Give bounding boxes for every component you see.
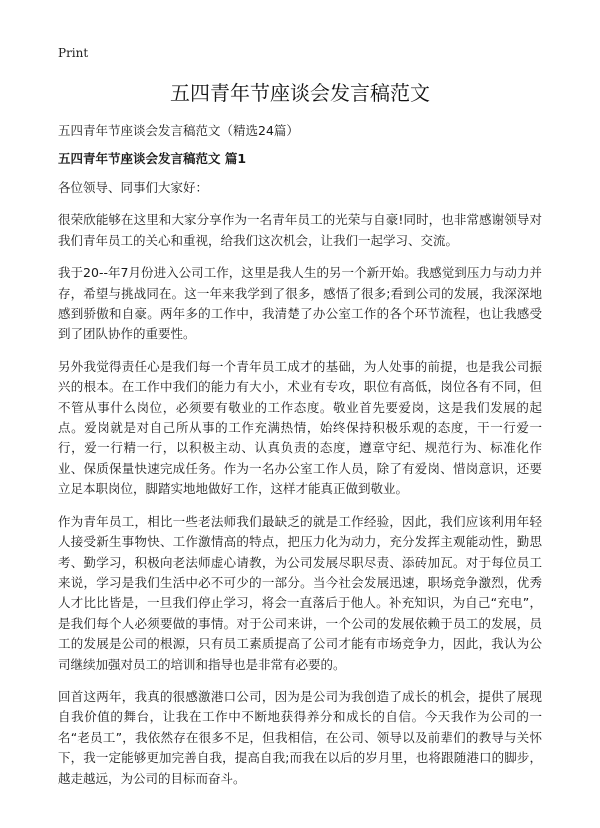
body-paragraph: 我于20--年7月份进入公司工作，这里是我人生的另一个新开始。我感觉到压力与动力并存，希望与挑战同在。这一年来我学到了很多，感悟了很多;看到公司的发展，我深深地感到骄傲和自豪。两年多的工作中，我清楚了办公室工作的各个环节流程，也让我感受到了团队协作的重要性。	[58, 265, 542, 342]
body-paragraph: 很荣欣能够在这里和大家分享作为一名青年员工的光荣与自豪!同时，也非常感谢领导对我们青年员工的关心和重视，给我们这次机会，让我们一起学习、交流。	[58, 212, 542, 248]
print-link[interactable]: Print	[58, 46, 89, 60]
body-paragraph: 作为青年员工，相比一些老法师我们最缺乏的就是工作经验，因此，我们应该利用年轻人接受新生事物快、工作激情高的特点，把压力化为动力，充分发挥主观能动性，勤思考、勤学习，积极向老法师虚心请教，为公司发展尽职尽责、添砖加瓦。对于每位员工来说，学习是我们生活中必不可少的一部分。当今社会发展迅速，职场竞争激烈，优秀人才比比皆是，一旦我们停止学习，将会一直落后于他人。补充知识，为自己“充电”，是我们每个人必须要做的事情。对于公司来讲，一个公司的发展依赖于员工的发展，员工的发展是公司的根源，只有员工素质提高了公司才能有市场竞争力，因此，我认为公司继续加强对员工的培训和指导也是非常有必要的。	[58, 513, 542, 672]
page-title: 五四青年节座谈会发言稿范文	[170, 81, 430, 105]
body-paragraph: 回首这两年，我真的很感激港口公司，因为是公司为我创造了成长的机会，提供了展现自我价值的舞台，让我在工作中不断地获得养分和成长的自信。今天我作为公司的一名“老员工”，我依然存在很多不足，但我相信，在公司、领导以及前辈们的教导与关怀下，我一定能够更加完善自我，提高自我;而我在以后的岁月里，也将跟随港口的脚步，越走越远，为公司的目标而奋斗。	[58, 688, 542, 786]
document-subtitle: 五四青年节座谈会发言稿范文（精选24篇）	[58, 123, 299, 138]
article-body	[58, 178, 542, 801]
section-heading: 五四青年节座谈会发言稿范文 篇1	[58, 151, 247, 166]
greeting-paragraph: 各位领导、同事们大家好：	[58, 180, 209, 195]
body-paragraph: 另外我觉得责任心是我们每一个青年员工成才的基础，为人处事的前提，也是我公司振兴的根本。在工作中我们的能力有大小，术业有专攻，职位有高低，岗位各有不同，但不管从事什么岗位，必须要有敬业的工作态度。敬业首先要爱岗，这是我们发展的起点。爱岗就是对自己所从事的工作充满热情，始终保持积极乐观的态度，干一行爱一行，爱一行精一行，以积极主动、认真负责的态度，遵章守纪、规范行为、标准化作业、保质保量快速完成任务。作为一名办公室工作人员，除了有爱岗、惜岗意识，还要立足本职岗位，脚踏实地地做好工作，这样才能真正做到敬业。	[58, 358, 542, 497]
